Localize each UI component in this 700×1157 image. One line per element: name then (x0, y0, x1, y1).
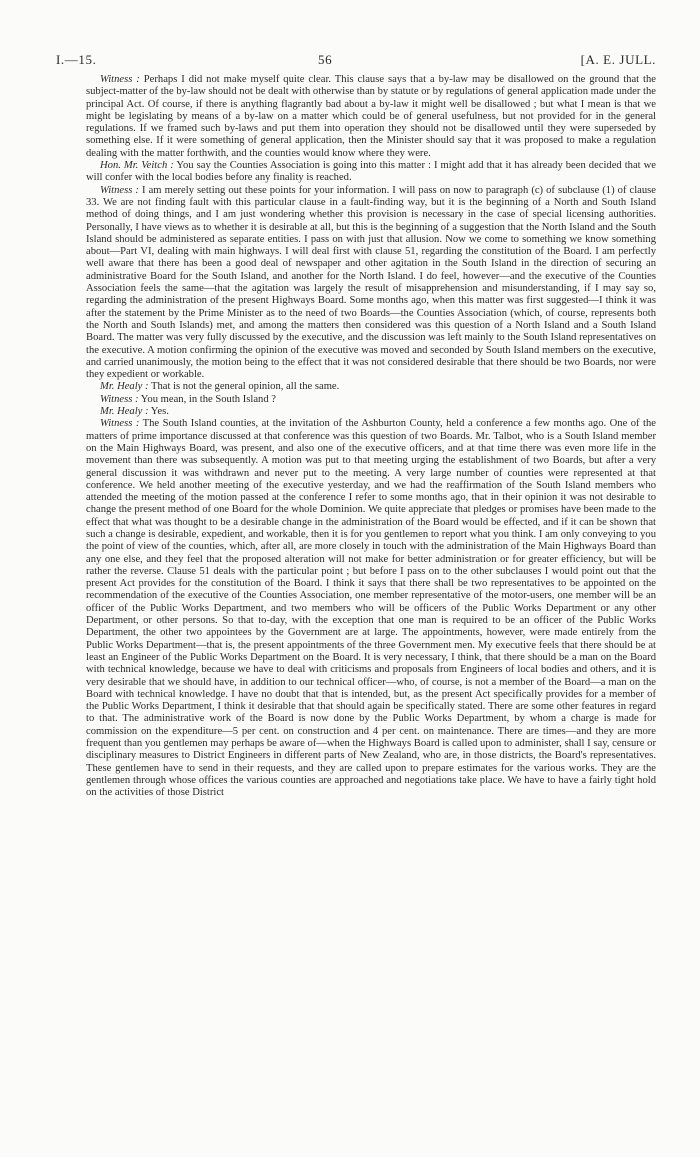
page-header (56, 52, 656, 74)
header-right: [A. E. JULL. (580, 52, 656, 67)
paragraph (86, 394, 656, 406)
paragraph-text: Perhaps I did not make myself quite clear. This clause says that a by-law may be disallowed on the ground that the subject-matter of the by-law should not be dealt with otherwise than by statute or by regulations of general application made under the principal Act. Of course, if there is anything flagrantly bad about a by-law it might well be disallowed ; but what I mean is that we might be legislating by means of a by-law on a matter which could be of general usefulness, but not provided for in the general regulations. If we framed such by-laws and put them into operation they should not be disallowed until they were superseded by something else. If it were something of general application, then the Minister should say that it was proposed to make a regulation dealing with the matter forthwith, and the counties would know where they were. (86, 74, 656, 159)
speaker-label: Witness : (100, 418, 140, 430)
paragraph-text: I am merely setting out these points for your information. I will pass on now to paragraph (c) of subclause (1) of clause 33. We are not finding fault with this particular clause in a fault-finding way, but it is the beginning of a North and South Island method of doing things, and I am just wondering whether this provision is necessary in the case of special licensing authorities. Personally, I have views as to whether it is desirable at all, but this is the beginning of a suggestion that the North Island and the South Island should be administered as separate entities. I pass on with just that allusion. Now we come to something we know something about—Part VI, dealing with main highways. I will deal first with clause 51, regarding the constitution of the Board. I am perfectly well aware that there has been a good deal of newspaper and other agitation in the South Island in the direction of securing an administrative Board for the South Island, and another for the North Island. I do feel, however—and the executive of the Counties Association feels the same—that the agitation was largely the result of misapprehension and misunderstanding, if I may say so, regarding the administration of the present Highways Board. Some months ago, when this matter was first suggested—I think it was after the statement by the Prime Minister as to the need of two Boards—the Counties Association (which, of course, represents both the North and South Islands) met, and among the matters then considered was this question of a North Island and a South Island Board. The matter was very fully discussed by the executive, and the discussion was left mainly to the South Island representatives on the executive. A motion confirming the opinion of the executive was moved and seconded by South Island members on the executive, and carried unanimously, the motion being to the effect that it was not considered desirable that there should be two Boards, nor were they expedient or workable. (86, 184, 656, 381)
paragraph-text: That is not the general opinion, all the same. (148, 381, 340, 393)
speaker-label: Mr. Healy : (100, 381, 149, 393)
speaker-label: Witness : (100, 184, 139, 196)
paragraph-text: The South Island counties, at the invitation of the Ashburton County, held a conference a few months ago. One of the matters of prime importance discussed at that conference was this question of two Boards. Mr. Talbot, who is a South Island member on the Main Highways Board, was present, and also one of the executive officers, and at that time there was even more life in the movement than there was subsequently. A motion was put to that meeting urging the establishment of two Boards, but after a very general discussion it was withdrawn and never put to the meeting. A very large number of counties were represented at that conference. We held another meeting of the executive yesterday, and we had the reaffirmation of the South Island members who attended the meeting of the motion passed at the conference I refer to some months ago, that in their opinion it was not desirable to change the present method of one Board for the whole Dominion. We quite appreciate that pledges or promises have been made to the effect that what was thought to be a desirable change in the administration of the Board would be effected, and if it can be shown that such a change is desirable, expedient, and workable, then it is for you gentlemen to report what you think. I am only conveying to you the point of view of the counties, which, after all, are more closely in touch with the administration of the Main Highways Board than any one else, and they feel that the proposed alteration will not make for better administration or for greater efficiency, but will be rather the reverse. Clause 51 deals with the particular point ; but before I pass on to the other subclauses I would point out that the present Act provides for the constitution of the Board. I think it says that there shall be two representatives to be appointed on the recommendation of the executive of the Counties Association, one member representative of the motor-users, one member will be an officer of the Public Works Department, and two members who will be officers of the Public Works Department or any other Department, or other persons. So that to-day, with the exception that one man is required to be an officer of the Public Works Department, the other two appointees by the Government are at large. The appointments, however, were made entirely from the Public Works Department—that is, the present appointments of the three Government men. My executive feels that there should be at least an Engineer of the Public Works Department on the Board. It is very necessary, I think, that there should be a man on the Board with technical knowledge, because we have to deal with criticisms and proposals from Engineers of local bodies and others, and it is very desirable that we should have, in addition to our technical officer—who, of course, is not a member of the Board—a man on the Board with technical knowledge. I have no doubt that that is intended, but, as the present Act specifically provides for a member of the Public Works Department, I think it desirable that that should again be specifically stated. There are some other features in regard to that. The administrative work of the Board is now done by the Public Works Department, by whom a charge is made for commission on the expenditure—5 per cent. on construction and 4 per cent. on maintenance. There are times—and they are more frequent than you gentlemen may perhaps be aware of—when the Highways Board is called upon to administer, shall I say, censure or disciplinary measures to District Engineers in different parts of New Zealand, who are, in those districts, the Board's representatives. These gentlemen have to send in their requests, and they are called upon to prepare estimates for the various works. They are the gentlemen through whose offices the various counties are approached and negotiations take place. We have to have a fairly tight hold on the activities of those District (86, 418, 656, 799)
paragraph (86, 418, 656, 799)
paragraph (86, 74, 656, 160)
speaker-label: Witness : (100, 393, 139, 405)
speaker-label: Witness : (100, 74, 140, 85)
paragraph (86, 185, 656, 382)
paragraph-text: You say the Counties Association is going into this matter : I might add that it has already been decided that we will confer with the local bodies before any finality is reached. (86, 160, 656, 184)
paragraph (86, 160, 656, 185)
body-text (86, 74, 656, 800)
paragraph-text: Yes. (148, 406, 169, 418)
page-number: 56 (318, 52, 333, 67)
speaker-label: Hon. Mr. Veitch : (100, 160, 174, 172)
paragraph (86, 406, 656, 418)
speaker-label: Mr. Healy : (100, 406, 149, 418)
header-left: I.—15. (56, 52, 97, 67)
paragraph-text: You mean, in the South Island ? (138, 393, 276, 405)
paragraph (86, 381, 656, 393)
